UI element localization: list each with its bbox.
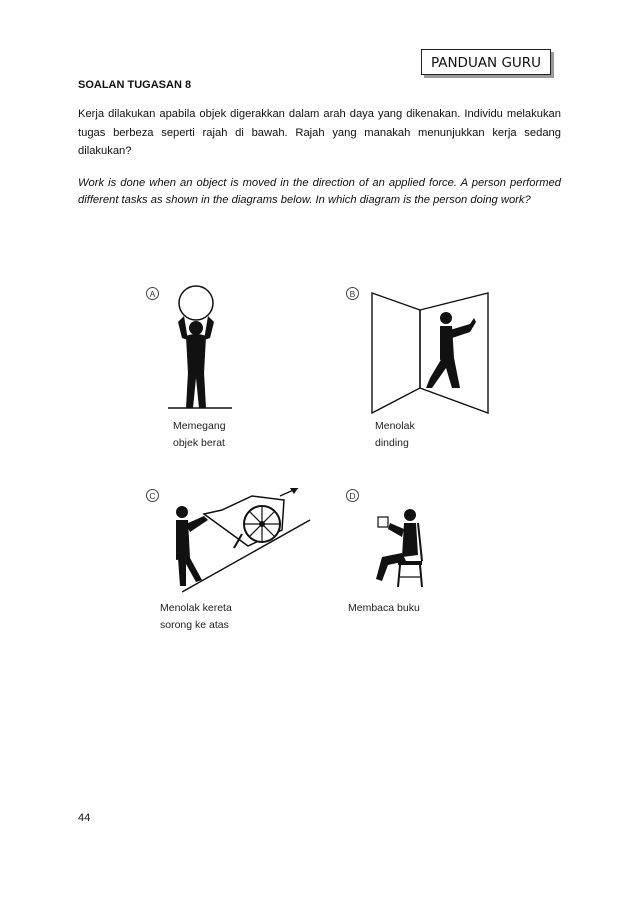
figure-a-caption: Memegang objek berat (173, 420, 226, 449)
figure-b-letter: B (346, 287, 359, 300)
figure-c-caption: Menolak kereta sorong ke atas (160, 602, 232, 631)
person-pushing-wall-icon (370, 288, 495, 418)
figure-d-caption: Membaca buku (348, 602, 420, 614)
person-holding-ball-icon (168, 282, 238, 417)
figure-a-letter: A (146, 287, 159, 300)
person-reading-book-icon (368, 503, 433, 593)
task-title: SOALAN TUGASAN 8 (78, 79, 192, 91)
figure-c-letter: C (146, 489, 159, 502)
question-malay: Kerja dilakukan apabila objek digerakkan dalam arah daya yang dikenakan. Individu melakukan tugas berbeza seperti rajah di bawah. Rajah yang manakah menunjukkan kerja sedang dilakukan? (78, 108, 561, 157)
figure-d-letter: D (346, 489, 359, 502)
page-number: 44 (78, 812, 91, 824)
person-pushing-cart-uphill-icon (162, 488, 312, 598)
panduan-guru-badge: PANDUAN GURU (421, 49, 551, 75)
question-english: Work is done when an object is moved in the direction of an applied force. A person performed different tasks as shown in the diagrams below. In which diagram is the person doing work? (78, 177, 561, 206)
figure-b-caption: Menolak dinding (375, 420, 415, 449)
